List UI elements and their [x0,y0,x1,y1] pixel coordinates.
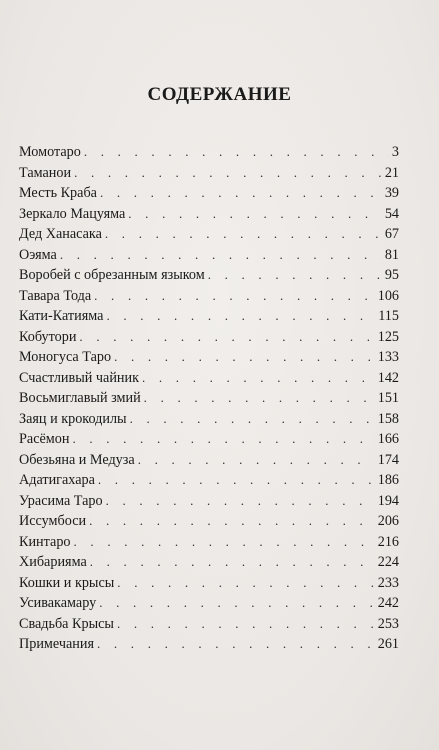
toc-entry [19,409,399,430]
contents-heading: СОДЕРЖАНИЕ [147,84,292,105]
toc-entry [19,286,399,307]
toc-entry-title: Воробей с обрезанным языком [19,267,205,283]
dot-leader [79,327,374,348]
toc-entry-title: Счастливый чайник [19,369,139,386]
toc-entry [19,593,399,614]
toc-entry-page: 216 [377,533,399,550]
toc-entry-title: Усивакамару [19,595,97,611]
dot-leader [97,634,375,655]
toc-entry [19,347,399,368]
dot-leader [74,163,382,184]
toc-entry-page: 233 [377,574,399,591]
toc-entry [19,183,399,204]
toc-entry [19,163,399,184]
dot-leader [74,532,375,553]
toc-entry-page: 166 [377,431,399,447]
toc-entry-page: 151 [377,390,399,406]
toc-entry [19,245,399,266]
toc-entry-title: Оэяма [19,246,57,263]
toc-entry-page: 3 [391,144,399,160]
dot-leader [105,224,382,245]
toc-entry-title: Урасима Таро [19,492,103,509]
toc-entry [19,614,399,635]
toc-entry-page: 115 [378,308,399,324]
dot-leader [72,429,374,450]
toc-entry [19,327,399,348]
toc-entry-page: 67 [384,226,399,242]
toc-entry [19,224,399,245]
dot-leader [90,552,375,573]
toc-entry-title: Дед Ханасака [19,226,102,242]
toc-entry-title: Кати-Катияма [19,308,104,324]
toc-entry-title: Кошки и крысы [19,574,115,591]
table-of-contents [19,142,399,655]
dot-leader [117,614,375,635]
toc-entry-title: Тавара Тода [19,287,92,304]
toc-entry [19,573,399,594]
toc-entry-title: Обезьяна и Медуза [19,451,135,468]
toc-entry [19,634,399,655]
toc-entry-title: Восьмиглавый змий [19,390,141,406]
toc-entry-title: Свадьба Крысы [19,615,114,632]
dot-leader [60,245,382,266]
toc-entry-page: 95 [384,267,399,283]
dot-leader [128,204,382,225]
toc-entry-title: Месть Краба [19,185,97,201]
toc-entry-page: 206 [377,513,399,529]
toc-entry-page: 142 [377,369,399,386]
toc-entry [19,388,399,409]
toc-entry-page: 39 [384,185,399,201]
toc-entry-page: 261 [377,636,399,652]
dot-leader [98,470,375,491]
dot-leader [84,142,389,163]
toc-entry [19,265,399,286]
toc-entry-title: Таманои [19,164,72,181]
toc-entry-title: Адатигахара [19,472,95,488]
toc-entry-title: Иссумбоси [19,513,87,529]
toc-entry [19,450,399,471]
dot-leader [94,286,375,307]
toc-entry-page: 54 [384,205,399,222]
toc-entry-page: 174 [377,451,399,468]
toc-entry [19,142,399,163]
toc-entry [19,306,399,327]
toc-entry-title: Хибарияма [19,554,87,570]
dot-leader [130,409,375,430]
toc-entry-page: 186 [377,472,399,488]
toc-entry [19,470,399,491]
toc-entry-title: Примечания [19,636,94,652]
toc-entry-title: Заяц и крокодилы [19,410,127,427]
toc-entry-title: Зеркало Мацуяма [19,205,126,222]
dot-leader [208,265,382,286]
toc-entry-page: 253 [377,615,399,632]
dot-leader [117,573,374,594]
toc-entry-title: Кобутори [19,328,77,345]
toc-entry-page: 21 [384,164,399,181]
dot-leader [106,306,375,327]
dot-leader [100,183,382,204]
toc-entry-title: Расёмон [19,431,70,447]
toc-entry-title: Моногуса Таро [19,349,112,365]
toc-entry [19,552,399,573]
dot-leader [138,450,375,471]
toc-entry-page: 242 [377,595,399,611]
toc-entry-page: 106 [377,287,399,304]
dot-leader [114,347,375,368]
dot-leader [142,368,375,389]
dot-leader [106,491,375,512]
toc-entry [19,511,399,532]
toc-entry-page: 224 [377,554,399,570]
toc-entry [19,204,399,225]
toc-entry-page: 125 [377,328,399,345]
dot-leader [144,388,375,409]
toc-entry-title: Момотаро [19,144,81,160]
toc-entry [19,368,399,389]
toc-entry-page: 81 [384,246,399,263]
toc-entry [19,491,399,512]
toc-entry [19,532,399,553]
dot-leader [99,593,375,614]
toc-entry-page: 158 [377,410,399,427]
toc-entry [19,429,399,450]
toc-entry-page: 194 [377,492,399,509]
toc-entry-page: 133 [377,349,399,365]
toc-entry-title: Кинтаро [19,533,71,550]
dot-leader [89,511,375,532]
